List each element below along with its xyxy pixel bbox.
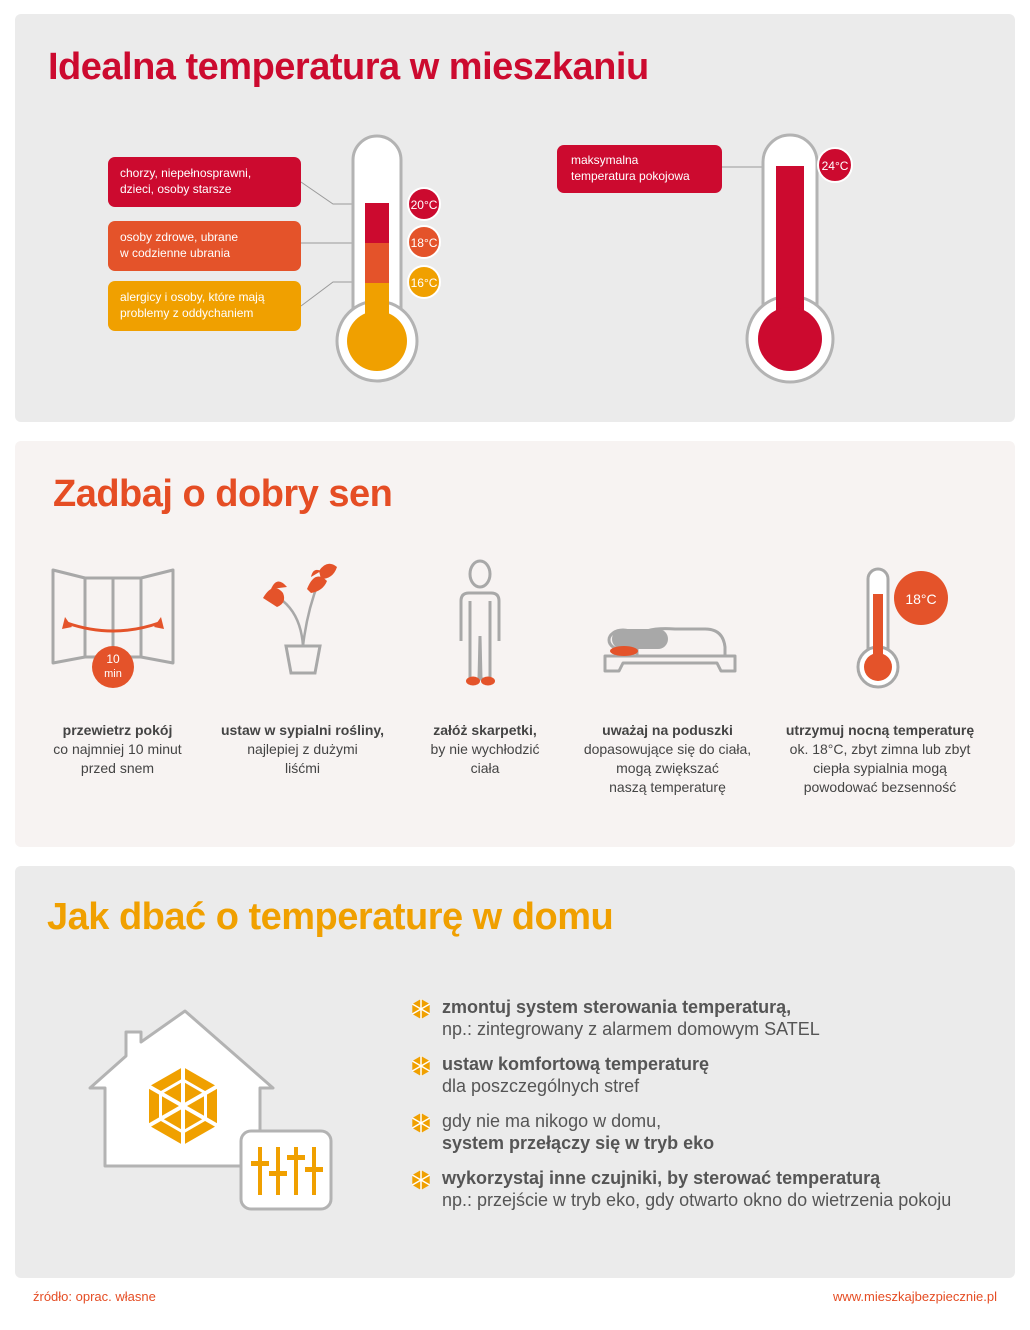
hexagon-bullet-icon	[410, 1112, 432, 1134]
item-normal: np.: zintegrowany z alarmem domowym SATEL	[442, 1019, 820, 1039]
tag-text: temperatura pokojowa	[571, 169, 690, 183]
item-bold: zmontuj system sterowania temperaturą,	[442, 997, 792, 1017]
footer-source: źródło: oprac. własne	[33, 1289, 156, 1304]
item-bold: wykorzystaj inne czujniki, by sterować temperaturą	[442, 1168, 881, 1188]
list-item	[410, 1110, 990, 1154]
tip-bold: uważaj na poduszki	[602, 722, 733, 738]
section-title: Zadbaj o dobry sen	[53, 473, 393, 515]
section-ideal-temperature	[15, 14, 1015, 422]
sleep-tip-pillows	[575, 721, 760, 797]
small-thermometer-icon	[858, 569, 898, 687]
sliders-icon	[241, 1131, 331, 1209]
tag-text: dzieci, osoby starsze	[120, 182, 232, 196]
section-home-temperature	[15, 866, 1015, 1278]
tag-healthy	[108, 221, 301, 271]
thermometer-left	[337, 136, 417, 381]
tip-line: najlepiej z dużymi	[247, 741, 358, 757]
tip-bold: załóż skarpetki,	[433, 722, 537, 738]
item-normal: gdy nie ma nikogo w domu,	[442, 1111, 662, 1131]
home-tips-list	[410, 996, 990, 1224]
tag-max-temperature	[557, 145, 722, 193]
section-good-sleep	[15, 441, 1015, 847]
tip-line: by nie wychłodzić	[430, 741, 540, 757]
tip-line: mogą zwiększać	[616, 760, 719, 776]
tag-text: maksymalna	[571, 153, 639, 167]
sleep-tip-plants	[205, 721, 400, 778]
tip-bold: przewietrz pokój	[62, 722, 173, 738]
temp-label-20: 20°C	[410, 198, 438, 212]
tag-allergic	[108, 281, 301, 331]
tip-line: co najmniej 10 minut	[53, 741, 182, 757]
tip-line: liśćmi	[285, 760, 320, 776]
item-normal: dla poszczególnych stref	[442, 1076, 640, 1096]
person-icon	[461, 561, 499, 679]
section-title: Jak dbać o temperaturę w domu	[47, 896, 614, 938]
temp-label-24: 24°C	[821, 159, 849, 173]
thermometers-illustration	[15, 14, 1015, 422]
tag-sick-elderly	[108, 157, 301, 207]
tag-text: chorzy, niepełnosprawni,	[120, 166, 252, 180]
tag-text: problemy z oddychaniem	[120, 306, 254, 320]
tip-line: przed snem	[80, 760, 155, 776]
tag-text: osoby zdrowe, ubrane	[120, 230, 239, 244]
tip-bold: ustaw w sypialni rośliny,	[220, 722, 385, 738]
tip-bold: utrzymuj nocną temperaturę	[785, 722, 975, 738]
tip-line: ciepła sypialnia mogą	[813, 760, 947, 776]
tip-line: ok. 18°C, zbyt zimna lub zbyt	[789, 741, 971, 757]
item-bold: system przełączy się w tryb eko	[442, 1133, 715, 1153]
tip-line: naszą temperaturę	[609, 779, 726, 795]
list-item	[410, 1053, 990, 1097]
tip-line: powodować bezsenność	[803, 779, 957, 795]
temp-label-16: 16°C	[410, 276, 438, 290]
tag-text: w codzienne ubrania	[120, 246, 231, 260]
thermo-orange-segment	[365, 243, 389, 283]
hexagon-bullet-icon	[410, 1055, 432, 1077]
sleep-tip-socks	[400, 721, 570, 778]
hexagon-bullet-icon	[410, 1169, 432, 1191]
list-item	[410, 996, 990, 1040]
window-badge-number: 10	[106, 652, 120, 666]
footer-website-link[interactable]: www.mieszkajbezpiecznie.pl	[832, 1289, 997, 1304]
house-illustration	[75, 1006, 405, 1316]
tip-line: dopasowujące się do ciała,	[583, 741, 752, 757]
window-badge-unit: min	[104, 668, 122, 680]
item-bold: ustaw komfortową temperaturę	[442, 1054, 710, 1074]
tag-text: alergicy i osoby, które mają	[120, 290, 265, 304]
sleep-icons	[15, 441, 1015, 711]
tip-line: ciała	[470, 760, 500, 776]
item-normal: np.: przejście w tryb eko, gdy otwarto okno do wietrzenia pokoju	[442, 1190, 952, 1210]
sleep-tip-ventilate	[35, 721, 200, 778]
temp-label-18: 18°C	[410, 236, 438, 250]
hexagon-bullet-icon	[410, 998, 432, 1020]
list-item	[410, 1167, 990, 1211]
section-title: Idealna temperatura w mieszkaniu	[48, 46, 649, 88]
thermo-red-segment	[365, 203, 389, 243]
sleep-tip-temperature	[770, 721, 990, 797]
plant-icon	[263, 564, 337, 673]
thermo-badge-label: 18°C	[905, 591, 937, 607]
